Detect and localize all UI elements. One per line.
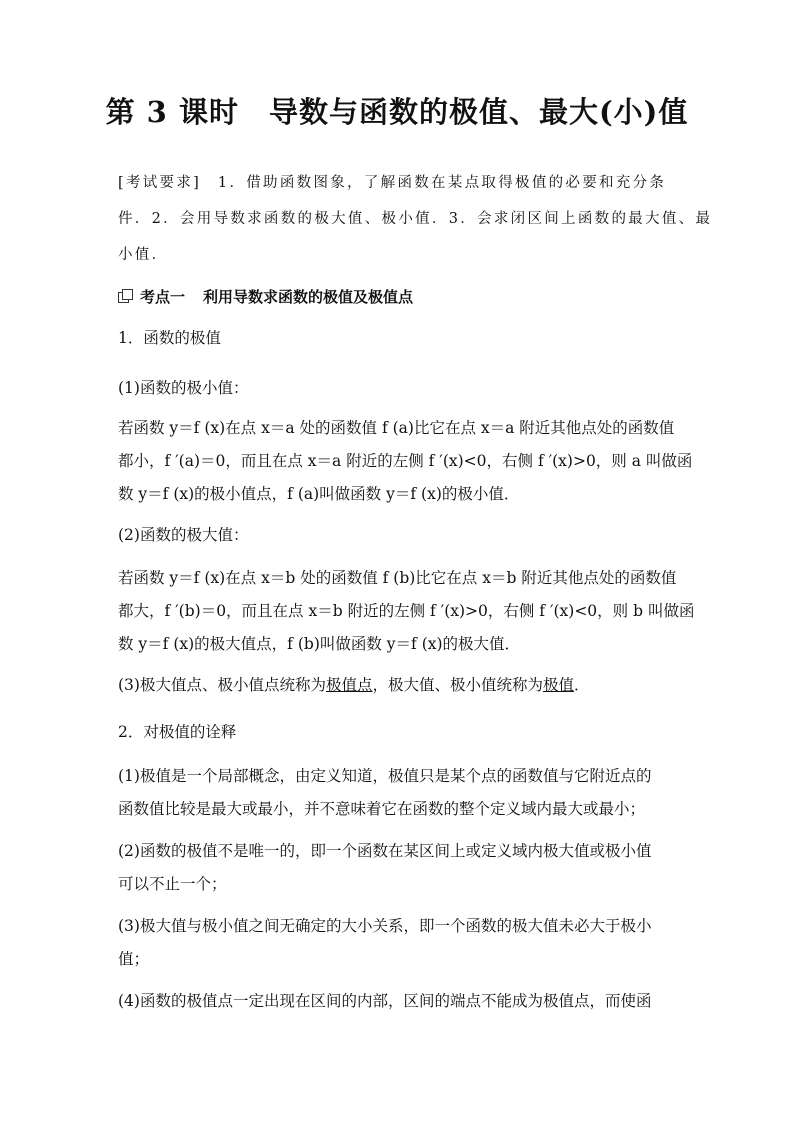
requirements-line: 小值．: [118, 247, 169, 263]
paragraph-line: 数 y＝f (x)的极大值点，f (b)叫做函数 y＝f (x)的极大值．: [118, 635, 521, 653]
paragraph-line: 可以不止一个；: [118, 875, 227, 893]
paragraph-line: (4)函数的极值点一定出现在区间的内部，区间的端点不能成为极值点，而使函: [118, 992, 652, 1010]
extremum-terms: [118, 670, 678, 700]
heading-interpretation: 2．对极值的诠释: [118, 723, 237, 741]
paragraph-line: 值；: [118, 950, 150, 968]
paragraph-line: 函数值比较是最大或最小，并不意味着它在函数的整个定义域内最大或最小；: [118, 800, 646, 818]
term-extremum-value: 极值: [543, 676, 575, 694]
terms-text: ．: [574, 676, 590, 694]
paragraph-line: 若函数 y＝f (x)在点 x＝a 处的函数值 f (a)比它在点 x＝a 附近其他点处的函数值: [118, 419, 675, 437]
paragraph-line: 数 y＝f (x)的极小值点，f (a)叫做函数 y＝f (x)的极小值．: [118, 485, 520, 503]
note-3: [118, 910, 678, 976]
term-extremum-point: 极值点: [325, 676, 373, 694]
section-header: [118, 282, 413, 310]
section-label: 考点一: [140, 287, 186, 306]
max-value-paragraph: [118, 562, 695, 661]
page-title: 第 3 课时 导数与函数的极值、最大(小)值: [105, 95, 689, 129]
overlap-squares-icon: [118, 289, 132, 303]
paragraph-line: 若函数 y＝f (x)在点 x＝b 处的函数值 f (b)比它在点 x＝b 附近其他点处的函数值: [118, 569, 677, 587]
paragraph-line: 都小，f ′(a)＝0，而且在点 x＝a 附近的左侧 f ′(x)<0，右侧 f ′(x)>0，则 a 叫做函: [118, 452, 693, 470]
min-value-paragraph: [118, 412, 693, 511]
section-title: 利用导数求函数的极值及极值点: [203, 287, 414, 306]
heading-extremum: 1．函数的极值: [118, 329, 221, 347]
max-value-label: (2)函数的极大值：: [118, 526, 249, 544]
min-value-label: (1)函数的极小值：: [118, 379, 249, 397]
exam-requirements: [118, 165, 713, 273]
note-4: [118, 985, 678, 1018]
paragraph-line: (3)极大值与极小值之间无确定的大小关系，即一个函数的极大值未必大于极小: [118, 917, 652, 935]
paragraph-line: 都大，f ′(b)＝0，而且在点 x＝b 附近的左侧 f ′(x)>0，右侧 f ′(x)<0，则 b 叫做函: [118, 602, 695, 620]
terms-text: (3)极大值点、极小值点统称为: [118, 676, 326, 694]
note-1: [118, 760, 678, 826]
note-2: [118, 835, 678, 901]
paragraph-line: (2)函数的极值不是唯一的，即一个函数在某区间上或定义域内极大值或极小值: [118, 842, 652, 860]
requirements-line: [考试要求] 1．借助函数图象，了解函数在某点取得极值的必要和充分条: [118, 175, 667, 191]
terms-text: ，极大值、极小值统称为: [372, 676, 543, 694]
requirements-line: 件．2．会用导数求函数的极大值、极小值．3．会求闭区间上函数的最大值、最: [118, 211, 713, 227]
paragraph-line: (1)极值是一个局部概念，由定义知道，极值只是某个点的函数值与它附近点的: [118, 767, 652, 785]
